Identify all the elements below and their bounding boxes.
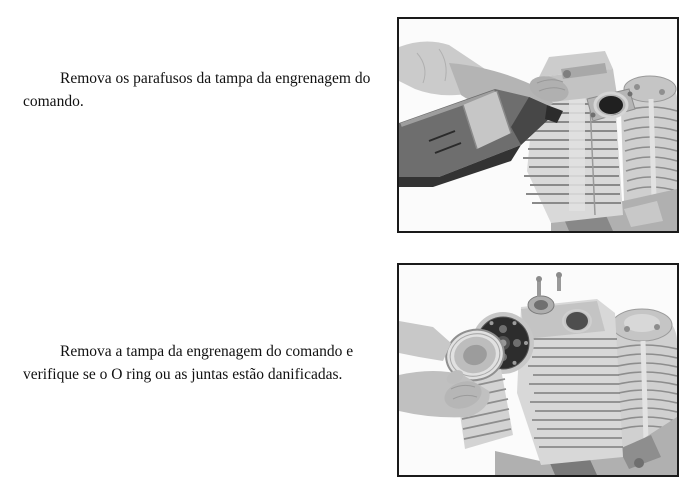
engine-photo-graphic bbox=[399, 19, 677, 231]
step-1-instruction bbox=[23, 67, 397, 113]
step-2-photo bbox=[397, 263, 679, 477]
instruction-line: comando. bbox=[23, 93, 84, 110]
engine-photo-graphic bbox=[399, 265, 677, 475]
instruction-line: Remova os parafusos da tampa da engrenagem do bbox=[60, 70, 371, 87]
instruction-line: verifique se o O ring ou as juntas estão danificadas. bbox=[23, 366, 343, 383]
step-1-photo bbox=[397, 17, 679, 233]
instruction-line: Remova a tampa da engrenagem do comando e bbox=[60, 343, 354, 360]
step-2-instruction bbox=[23, 340, 397, 386]
